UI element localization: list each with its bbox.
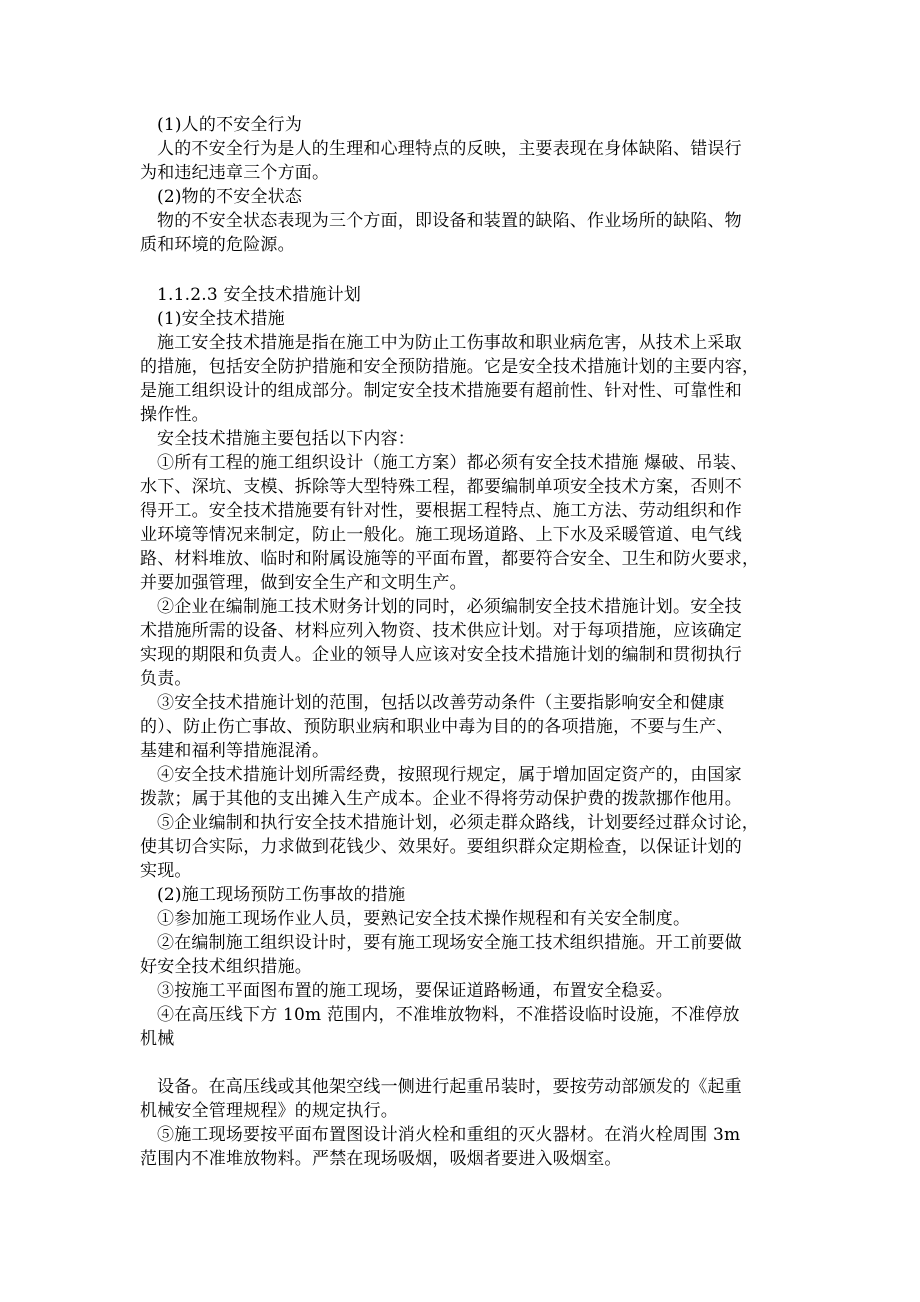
list-item-line: ②在编制施工组织设计时，要有施工现场安全施工技术组织措施。开工前要做: [157, 933, 742, 953]
paragraph-line: 人的不安全行为是人的生理和心理特点的反映，主要表现在身体缺陷、错误行: [157, 139, 742, 159]
paragraph-line: 的）、防止伤亡事故、预防职业病和职业中毒为目的的各项措施，不要与生产、: [140, 717, 734, 737]
paragraph-line: 的措施，包括安全防护措施和安全预防措施。它是安全技术措施计划的主要内容，: [140, 357, 760, 377]
subheading-unsafe-state: (2)物的不安全状态: [157, 187, 303, 207]
paragraph-line: 术措施所需的设备、材料应列入物资、技术供应计划。对于每项措施，应该确定: [140, 621, 742, 641]
paragraph-line: 使其切合实际，力求做到花钱少、效果好。要组织群众定期检查，以保证计划的: [140, 837, 742, 857]
paragraph-line: 路、材料堆放、临时和附属设施等的平面布置，都要符合安全、卫生和防火要求，: [140, 549, 760, 569]
list-item-line: ①参加施工现场作业人员，要熟记安全技术操作规程和有关安全制度。: [157, 909, 691, 929]
paragraph-line: 拨款；属于其他的支出摊入生产成本。企业不得将劳动保护费的拨款挪作他用。: [140, 789, 742, 809]
paragraph-line: 负责。: [140, 669, 192, 689]
paragraph-line: 为和违纪违章三个方面。: [140, 163, 330, 183]
paragraph-line: 质和环境的危险源。: [140, 235, 295, 255]
paragraph-line: 是施工组织设计的组成部分。制定安全技术措施要有超前性、针对性、可靠性和: [140, 381, 742, 401]
list-item-line: ④安全技术措施计划所需经费，按照现行规定，属于增加固定资产的，由国家: [157, 765, 742, 785]
paragraph-line: 机械安全管理规程》的规定执行。: [140, 1101, 398, 1121]
paragraph-line: 物的不安全状态表现为三个方面，即设备和装置的缺陷、作业场所的缺陷、物: [157, 211, 742, 231]
list-item-line: ③按施工平面图布置的施工现场，要保证道路畅通，布置安全稳妥。: [157, 981, 673, 1001]
paragraph-line: 操作性。: [140, 405, 209, 425]
paragraph-line: 水下、深坑、支模、拆除等大型特殊工程，都要编制单项安全技术方案，否则不: [140, 477, 742, 497]
subheading-site-prevention: (2)施工现场预防工伤事故的措施: [157, 885, 406, 905]
list-item-line: ⑤施工现场要按平面布置图设计消火栓和重组的灭火器材。在消火栓周围 3m: [157, 1125, 741, 1145]
subheading-unsafe-behavior: (1)人的不安全行为: [157, 115, 303, 135]
paragraph-line: 实现的期限和负责人。企业的领导人应该对安全技术措施计划的编制和贯彻执行: [140, 645, 742, 665]
paragraph-line: 业环境等情况来制定，防止一般化。施工现场道路、上下水及采暖管道、电气线: [140, 525, 742, 545]
paragraph-line: 实现。: [140, 861, 192, 881]
paragraph-line: 范围内不准堆放物料。严禁在现场吸烟，吸烟者要进入吸烟室。: [140, 1149, 622, 1169]
paragraph-line: 得开工。安全技术措施要有针对性，要根据工程特点、施工方法、劳动组织和作: [140, 501, 742, 521]
paragraph-line: 施工安全技术措施是指在施工中为防止工伤事故和职业病危害，从技术上采取: [157, 333, 742, 353]
paragraph-line: 并要加强管理，做到安全生产和文明生产。: [140, 573, 467, 593]
section-heading: 1.1.2.3 安全技术措施计划: [157, 285, 362, 305]
paragraph-line: 基建和福利等措施混淆。: [140, 741, 330, 761]
paragraph-line: 好安全技术组织措施。: [140, 957, 312, 977]
paragraph-line: 设备。在高压线或其他架空线一侧进行起重吊装时，要按劳动部颁发的《起重: [157, 1077, 742, 1097]
list-item-line: ③安全技术措施计划的范围，包括以改善劳动条件（主要指影响安全和健康: [157, 693, 725, 713]
subheading-safety-measures: (1)安全技术措施: [157, 309, 285, 329]
list-item-line: ⑤企业编制和执行安全技术措施计划，必须走群众路线，计划要经过群众讨论，: [157, 813, 759, 833]
paragraph-line: 安全技术措施主要包括以下内容：: [157, 429, 415, 449]
list-item-line: ②企业在编制施工技术财务计划的同时，必须编制安全技术措施计划。安全技: [157, 597, 742, 617]
list-item-line: ①所有工程的施工组织设计（施工方案）都必须有安全技术措施 爆破、吊装、: [157, 453, 748, 473]
list-item-line: ④在高压线下方 10m 范围内，不准堆放物料，不准搭设临时设施，不准停放: [157, 1005, 740, 1025]
paragraph-line: 机械: [140, 1029, 175, 1049]
